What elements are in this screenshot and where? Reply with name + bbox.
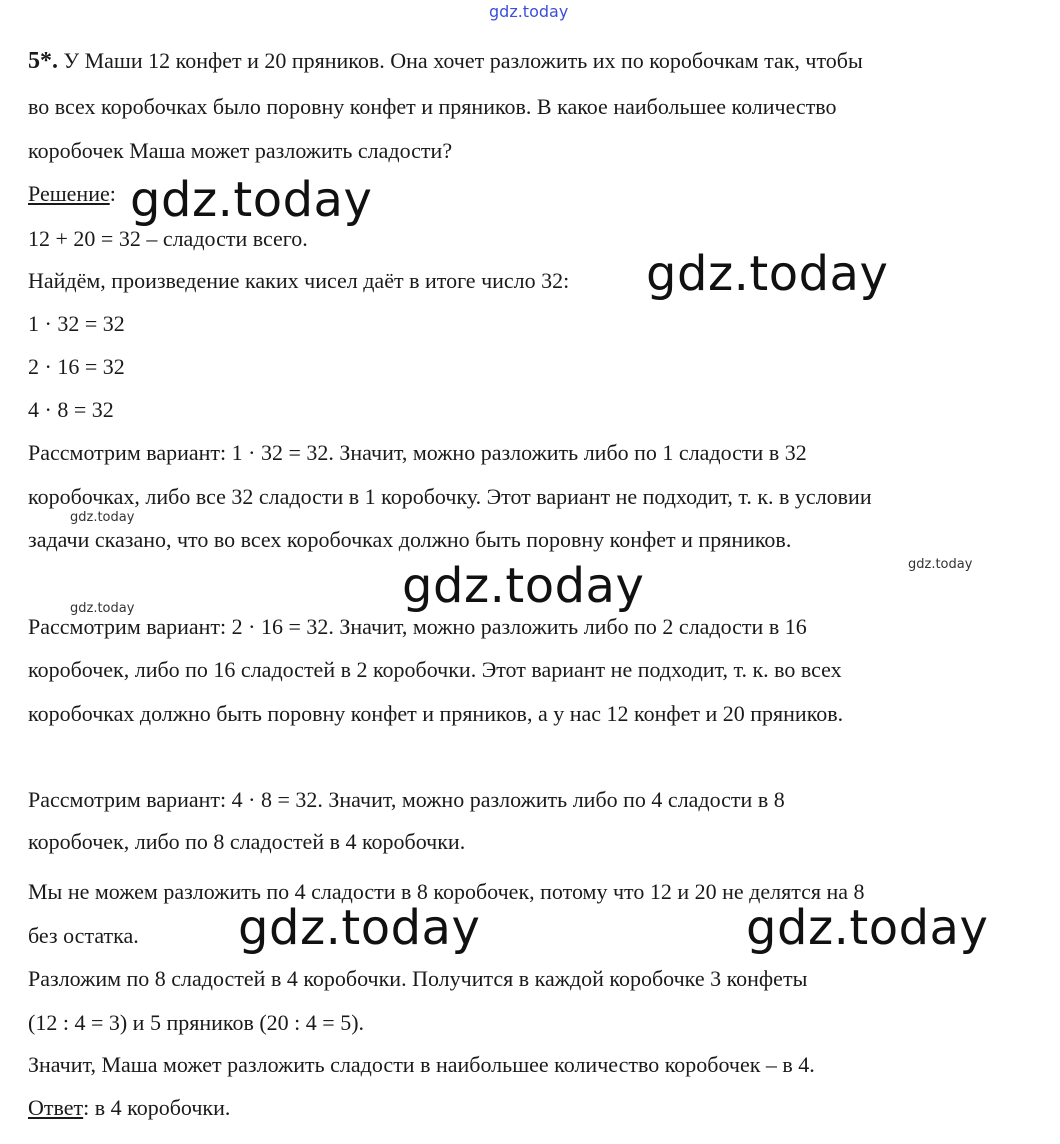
watermark-large: gdz.today <box>646 246 889 302</box>
solution-line-6: Рассмотрим вариант: 1 · 32 = 32. Значит, можно разложить либо по 1 сладости в 32 <box>28 440 807 465</box>
equation-1: 1 · 32 = 32 <box>28 311 125 336</box>
solution-line-7: коробочках, либо все 32 сладости в 1 коробочку. Этот вариант не подходит, т. к. в условии <box>28 484 872 509</box>
answer-line <box>28 1095 230 1121</box>
solution-line-17: (12 : 4 = 3) и 5 пряников (20 : 4 = 5). <box>28 1010 365 1035</box>
solution-line-1: 12 + 20 = 32 – сладости всего. <box>28 226 308 251</box>
watermark-small: gdz.today <box>70 510 135 525</box>
equation-2: 2 · 16 = 32 <box>28 354 125 379</box>
answer-label: Ответ <box>28 1095 84 1120</box>
solution-line-9: Рассмотрим вариант: 2 · 16 = 32. Значит, можно разложить либо по 2 сладости в 16 <box>28 614 807 639</box>
watermark-small: gdz.today <box>908 557 973 572</box>
watermark-large: gdz.today <box>238 900 481 956</box>
task-number: 5*. <box>28 48 58 74</box>
task-line-2: во всех коробочках было поровну конфет и пряников. В какое наибольшее количество <box>28 94 837 119</box>
solution-line-18: Значит, Маша может разложить сладости в наибольшее количество коробочек – в 4. <box>28 1052 815 1077</box>
watermark-top: gdz.today <box>489 2 569 21</box>
watermark-small: gdz.today <box>70 601 135 616</box>
solution-line-11: коробочках должно быть поровну конфет и пряников, а у нас 12 конфет и 20 пряников. <box>28 701 844 726</box>
watermark-large: gdz.today <box>402 558 645 614</box>
equation-3: 4 · 8 = 32 <box>28 397 114 422</box>
solution-line-10: коробочек, либо по 16 сладостей в 2 коробочки. Этот вариант не подходит, т. к. во всех <box>28 657 842 682</box>
task-line-3: коробочек Маша может разложить сладости? <box>28 138 453 163</box>
solution-line-16: Разложим по 8 сладостей в 4 коробочки. Получится в каждой коробочке 3 конфеты <box>28 966 808 991</box>
solution-line-14: Мы не можем разложить по 4 сладости в 8 коробочек, потому что 12 и 20 не делятся на 8 <box>28 879 865 904</box>
solution-heading <box>28 181 116 207</box>
watermark-large: gdz.today <box>130 172 373 228</box>
task-text-1: У Маши 12 конфет и 20 пряников. Она хочет разложить их по коробочкам так, чтобы <box>63 48 863 73</box>
solution-line-13: коробочек, либо по 8 сладостей в 4 коробочки. <box>28 829 466 854</box>
answer-text: : в 4 коробочки. <box>83 1095 231 1120</box>
solution-line-15: без остатка. <box>28 923 139 948</box>
solution-line-2: Найдём, произведение каких чисел даёт в итоге число 32: <box>28 268 570 293</box>
solution-line-8: задачи сказано, что во всех коробочках должно быть поровну конфет и пряников. <box>28 527 792 552</box>
task-line-1 <box>28 48 863 74</box>
solution-label: Решение <box>28 181 110 206</box>
watermark-large: gdz.today <box>746 900 989 956</box>
solution-label-suffix: : <box>109 181 116 206</box>
solution-line-12: Рассмотрим вариант: 4 · 8 = 32. Значит, можно разложить либо по 4 сладости в 8 <box>28 787 785 812</box>
